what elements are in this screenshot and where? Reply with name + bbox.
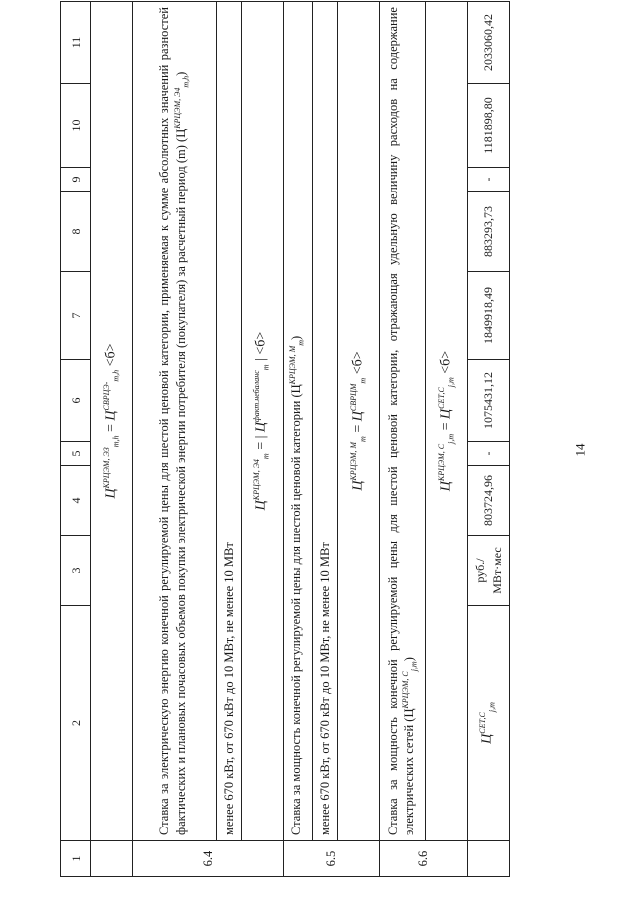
header-cell: 11	[61, 2, 91, 84]
header-cell: 3	[61, 536, 91, 606]
value-cell: -	[468, 442, 510, 466]
value-cell: 2033060,42	[468, 2, 510, 84]
row-description: Ставка за мощность конечной регулируемой цены для шестой ценовой категории, отражающая удельную величину расходов на содержание электрических сетей $(Ц^{КРЦЭМ, С}_{j,m})$	[380, 2, 426, 841]
table-row	[133, 2, 217, 877]
table-row	[468, 2, 510, 877]
formula-cell: $Ц^{КРЦЭМ, Э4}_m$ = | $Ц^{факт.небаланс}_m$ | <б>	[242, 2, 284, 841]
value-cell: 883293,73	[468, 192, 510, 272]
table-row	[338, 2, 380, 877]
row-number: 6.6	[380, 841, 468, 877]
formula-cell: $Ц^{КРЦЭМ, Э3}_{m,h} = Ц^{СВРЦЭ-}_{m,h} <б>$	[91, 2, 133, 841]
header-cell: 6	[61, 360, 91, 442]
page-number: 14	[572, 443, 588, 457]
row-number: 6.5	[283, 841, 379, 877]
header-cell: 1	[61, 841, 91, 877]
table-row	[313, 2, 338, 877]
row-number: 6.4	[133, 841, 284, 877]
table-row	[91, 2, 133, 877]
subcategory-label: менее 670 кВт, от 670 кВт до 10 МВт, не менее 10 МВт	[313, 2, 338, 841]
header-cell: 4	[61, 466, 91, 536]
header-row	[61, 2, 91, 877]
rotated-table-sheet	[60, 7, 510, 877]
formula-cell: $Ц^{КРЦЭМ, С}_{j,m} = Ц^{СЕТ,С}_{j,m} <б>$	[426, 2, 468, 841]
table-row	[380, 2, 426, 877]
tariff-table	[60, 1, 510, 877]
table-row	[242, 2, 284, 877]
formula-cell: $Ц^{КРЦЭМ, М}_m = Ц^{СВРЦМ}_m <б>$	[338, 2, 380, 841]
value-cell: 1181898,80	[468, 84, 510, 168]
subcategory-label: менее 670 кВт, от 670 кВт до 10 МВт, не менее 10 МВт	[216, 2, 241, 841]
value-cell: 1075431,12	[468, 360, 510, 442]
header-cell: 10	[61, 84, 91, 168]
header-cell: 9	[61, 168, 91, 192]
header-cell: 2	[61, 606, 91, 841]
value-cell: 1849918,49	[468, 272, 510, 360]
value-cell: 803724,96	[468, 466, 510, 536]
header-cell: 7	[61, 272, 91, 360]
table-row	[216, 2, 241, 877]
row-description: Ставка за электрическую энергию конечной регулируемой цены для шестой ценовой категории, применяемая к сумме абсолютных значений разностей фактических и плановых почасовых объемов покупки электрической энергии потребителя (покупателя) за расчетный период (m) $(Ц^{КРЦЭМ, Э4}_{m,h})$	[133, 2, 217, 841]
table-row	[426, 2, 468, 877]
rate-symbol: $Ц^{СЕТ,С}_{j,m}$	[468, 606, 510, 841]
header-cell: 8	[61, 192, 91, 272]
row-description: Ставка за мощность конечной регулируемой цены для шестой ценовой категории $(Ц^{КРЦЭМ, М}_m)$	[283, 2, 312, 841]
table-row	[283, 2, 312, 877]
unit-cell: руб./ МВт·мес	[468, 536, 510, 606]
value-cell: -	[468, 168, 510, 192]
header-cell: 5	[61, 442, 91, 466]
